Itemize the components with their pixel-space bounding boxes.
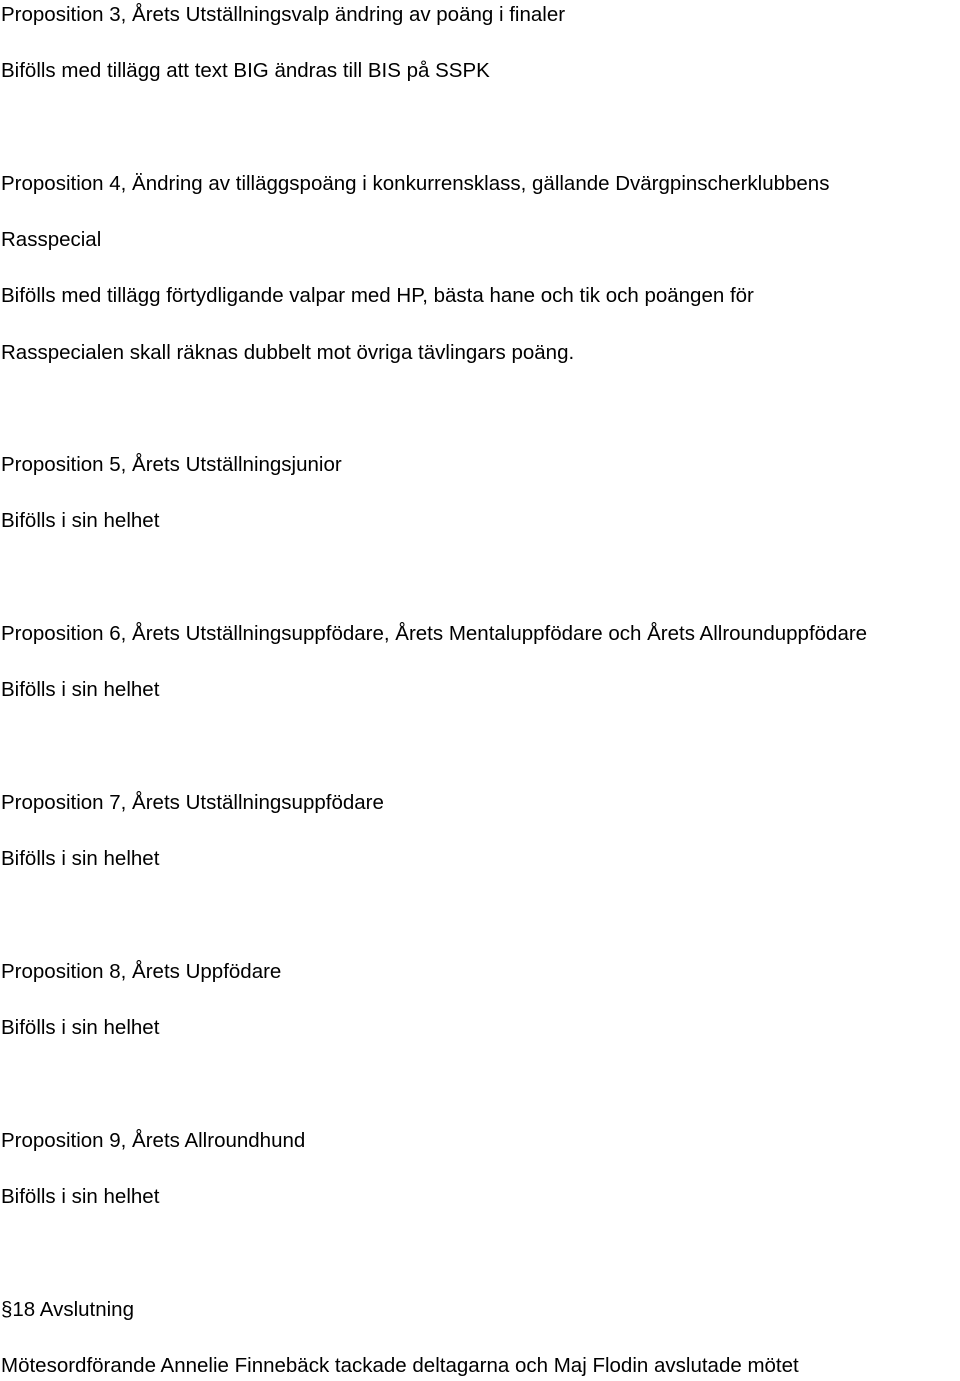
proposition-4-decision-cont: Rasspecialen skall räknas dubbelt mot övriga tävlingars poäng. bbox=[1, 341, 575, 364]
proposition-5-heading: Proposition 5, Årets Utställningsjunior bbox=[1, 453, 342, 476]
proposition-7-decision: Bifölls i sin helhet bbox=[1, 847, 160, 870]
proposition-6-heading: Proposition 6, Årets Utställningsuppfödare, Årets Mentaluppfödare och Årets Allrounduppfödare bbox=[1, 622, 868, 645]
proposition-5-decision: Bifölls i sin helhet bbox=[1, 509, 160, 532]
section-18-heading: §18 Avslutning bbox=[1, 1298, 134, 1321]
proposition-4-heading-cont: Rasspecial bbox=[1, 228, 102, 251]
proposition-3-decision: Bifölls med tillägg att text BIG ändras till BIS på SSPK bbox=[1, 59, 490, 82]
proposition-8-decision: Bifölls i sin helhet bbox=[1, 1016, 160, 1039]
proposition-4-heading: Proposition 4, Ändring av tilläggspoäng i konkurrensklass, gällande Dvärgpinscherklubbens bbox=[1, 172, 830, 195]
proposition-4-decision: Bifölls med tillägg förtydligande valpar med HP, bästa hane och tik och poängen för bbox=[1, 284, 754, 307]
proposition-7-heading: Proposition 7, Årets Utställningsuppfödare bbox=[1, 791, 384, 814]
proposition-9-decision: Bifölls i sin helhet bbox=[1, 1185, 160, 1208]
proposition-3-heading: Proposition 3, Årets Utställningsvalp ändring av poäng i finaler bbox=[1, 3, 566, 26]
proposition-6-decision: Bifölls i sin helhet bbox=[1, 678, 160, 701]
proposition-9-heading: Proposition 9, Årets Allroundhund bbox=[1, 1129, 306, 1152]
closing-statement: Mötesordförande Annelie Finnebäck tackade deltagarna och Maj Flodin avslutade mötet bbox=[1, 1354, 799, 1377]
proposition-8-heading: Proposition 8, Årets Uppfödare bbox=[1, 960, 282, 983]
